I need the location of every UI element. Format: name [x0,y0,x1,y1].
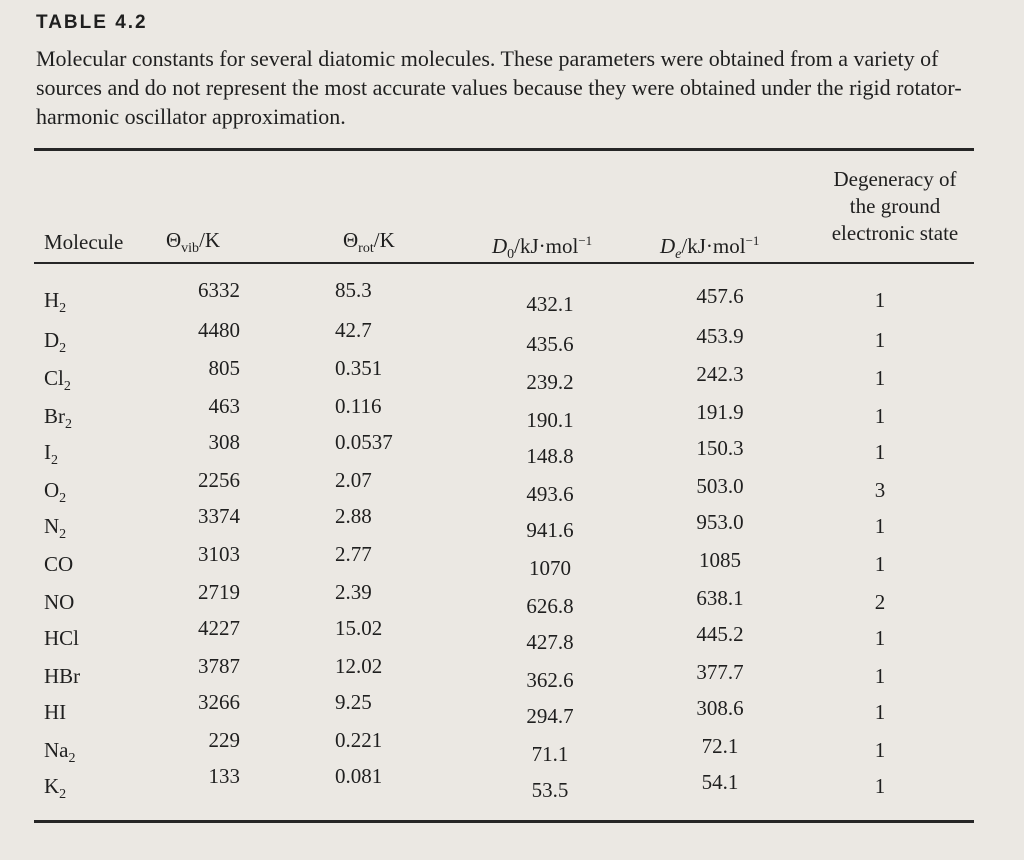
theta-vib-cell: 229 [208,728,240,752]
molecule-header: Molecule [44,230,124,254]
degeneracy-cell: 1 [874,552,886,576]
degeneracy-cell: 1 [874,738,886,762]
theta-rot-cell: 2.07 [335,468,372,492]
de-cell: 191.9 [696,400,744,424]
de-cell: 457.6 [696,284,744,308]
theta-vib-cell: 3266 [198,690,240,714]
theta-vib-cell: 3103 [198,542,240,566]
theta-vib-cell: 2256 [198,468,240,492]
d0-cell: 239.2 [526,370,574,394]
theta-vib-cell: 133 [208,764,240,788]
theta-rot-cell: 12.02 [335,654,383,678]
degeneracy-cell: 1 [874,774,886,798]
degeneracy-cell: 1 [874,514,886,538]
molecule-subscript: 2 [59,787,67,803]
theta-rot-cell: 42.7 [335,318,372,342]
de-cell: 445.2 [696,622,744,646]
theta-vib-cell: 308 [208,430,240,454]
molecule-formula: D [44,328,60,352]
theta-vib-cell: 463 [208,394,240,418]
d0-cell: 1070 [529,556,571,580]
molecule-formula: Na [44,738,69,762]
molecule-formula: O [44,478,60,502]
molecule-formula: HCl [44,626,80,650]
degeneracy-cell: 3 [874,478,886,502]
molecule-cell [44,366,71,399]
degeneracy-cell: 1 [874,328,886,352]
theta-vib-cell: 3374 [198,504,240,528]
molecule-cell [44,288,66,321]
degeneracy-cell: 2 [874,590,886,614]
theta-vib-cell: 3787 [198,654,240,678]
bottom-rule [34,820,974,823]
de-cell: 953.0 [696,510,744,534]
molecule-formula: NO [44,590,75,614]
theta-vib-cell: 6332 [198,278,240,302]
theta-rot-cell: 0.081 [335,764,383,788]
degeneracy-cell: 1 [874,664,886,688]
molecule-formula: CO [44,552,74,576]
theta-rot-cell: 2.39 [335,580,372,604]
theta-vib-header: $\Theta_{vib}/K$ [166,228,221,257]
theta-rot-cell: 9.25 [335,690,372,714]
molecule-cell [44,478,66,511]
d0-cell: 435.6 [526,332,574,356]
theta-rot-cell: 0.221 [335,728,383,752]
molecule-formula: HI [44,700,67,724]
de-cell: 54.1 [701,770,739,794]
degeneracy-cell: 1 [874,626,886,650]
de-cell: 72.1 [701,734,739,758]
molecule-subscript: 2 [65,417,72,433]
degeneracy-cell: 1 [874,700,886,724]
molecule-cell [44,700,66,724]
molecule-subscript: 2 [51,453,58,469]
de-cell: 377.7 [696,660,744,684]
de-cell: 638.1 [696,586,744,610]
theta-rot-cell: 0.116 [335,394,382,418]
molecule-subscript: 2 [63,379,71,395]
d0-header: $D_0/kJ\cdot mol^{-1}$ [492,233,593,263]
header-rule [34,262,974,264]
de-cell: 1085 [699,548,741,572]
molecule-formula: K [44,774,60,798]
degeneracy-cell: 1 [874,440,886,464]
table-caption: Molecular constants for several diatomic molecules. These parameters were obtained from a variety of sources and do not represent the most accurate values because they were obtained under the rigid rotator-harmonic oscillator approximation. [36,46,962,129]
theta-rot-cell: 0.351 [335,356,383,380]
degeneracy-cell: 1 [874,288,886,312]
d0-cell: 148.8 [526,444,574,468]
molecule-cell [44,626,79,650]
theta-rot-cell: 0.0537 [335,430,393,454]
theta-rot-cell: 15.02 [335,616,383,640]
de-cell: 150.3 [696,436,744,460]
degeneracy-header-line3: electronic state [831,221,959,245]
molecule-cell [44,514,66,547]
degeneracy-cell: 1 [874,404,886,428]
d0-cell: 190.1 [526,408,574,432]
de-header: $D_e/kJ\cdot mol^{-1}$ [660,233,760,263]
molecule-formula: N [44,514,60,538]
d0-cell: 53.5 [531,778,569,802]
theta-rot-cell: 2.88 [335,504,372,528]
d0-cell: 427.8 [526,630,574,654]
d0-cell: 294.7 [526,704,574,728]
molecule-formula: Cl [44,366,64,390]
molecule-cell [44,440,58,473]
top-rule [34,148,974,151]
theta-rot-cell: 2.77 [335,542,372,566]
de-cell: 503.0 [696,474,744,498]
theta-rot-cell: 85.3 [335,278,372,302]
molecule-cell [44,404,72,437]
theta-vib-cell: 4480 [198,318,240,342]
molecule-cell [44,738,76,771]
d0-cell: 626.8 [526,594,574,618]
degeneracy-cell: 1 [874,366,886,390]
de-cell: 308.6 [696,696,744,720]
molecule-cell [44,328,66,361]
degeneracy-header-line2: the ground [849,194,941,218]
de-cell: 453.9 [696,324,744,348]
d0-cell: 362.6 [526,668,574,692]
table-label: TABLE 4.2 [36,12,148,33]
degeneracy-header [800,166,990,247]
d0-cell: 71.1 [531,742,569,766]
theta-rot-header: $\Theta_{rot}/K$ [343,228,395,257]
molecule-formula: I [44,440,51,464]
molecule-formula: H [44,288,60,312]
molecule-cell [44,774,66,807]
molecule-formula: Br [44,404,65,428]
molecule-cell [44,590,74,614]
theta-vib-cell: 4227 [198,616,240,640]
de-cell: 242.3 [696,362,744,386]
d0-cell: 493.6 [526,482,574,506]
d0-cell: 941.6 [526,518,574,542]
theta-vib-cell: 2719 [198,580,240,604]
degeneracy-header-line1: Degeneracy of [833,167,957,191]
molecule-subscript: 2 [59,491,67,507]
molecule-subscript: 2 [59,341,67,357]
d0-cell: 432.1 [526,292,574,316]
molecule-subscript: 2 [59,301,67,317]
molecule-cell [44,552,73,576]
molecule-formula: HBr [44,664,81,688]
molecule-subscript: 2 [68,751,76,767]
theta-vib-cell: 805 [208,356,240,380]
molecule-subscript: 2 [59,527,67,543]
molecule-cell [44,664,80,688]
